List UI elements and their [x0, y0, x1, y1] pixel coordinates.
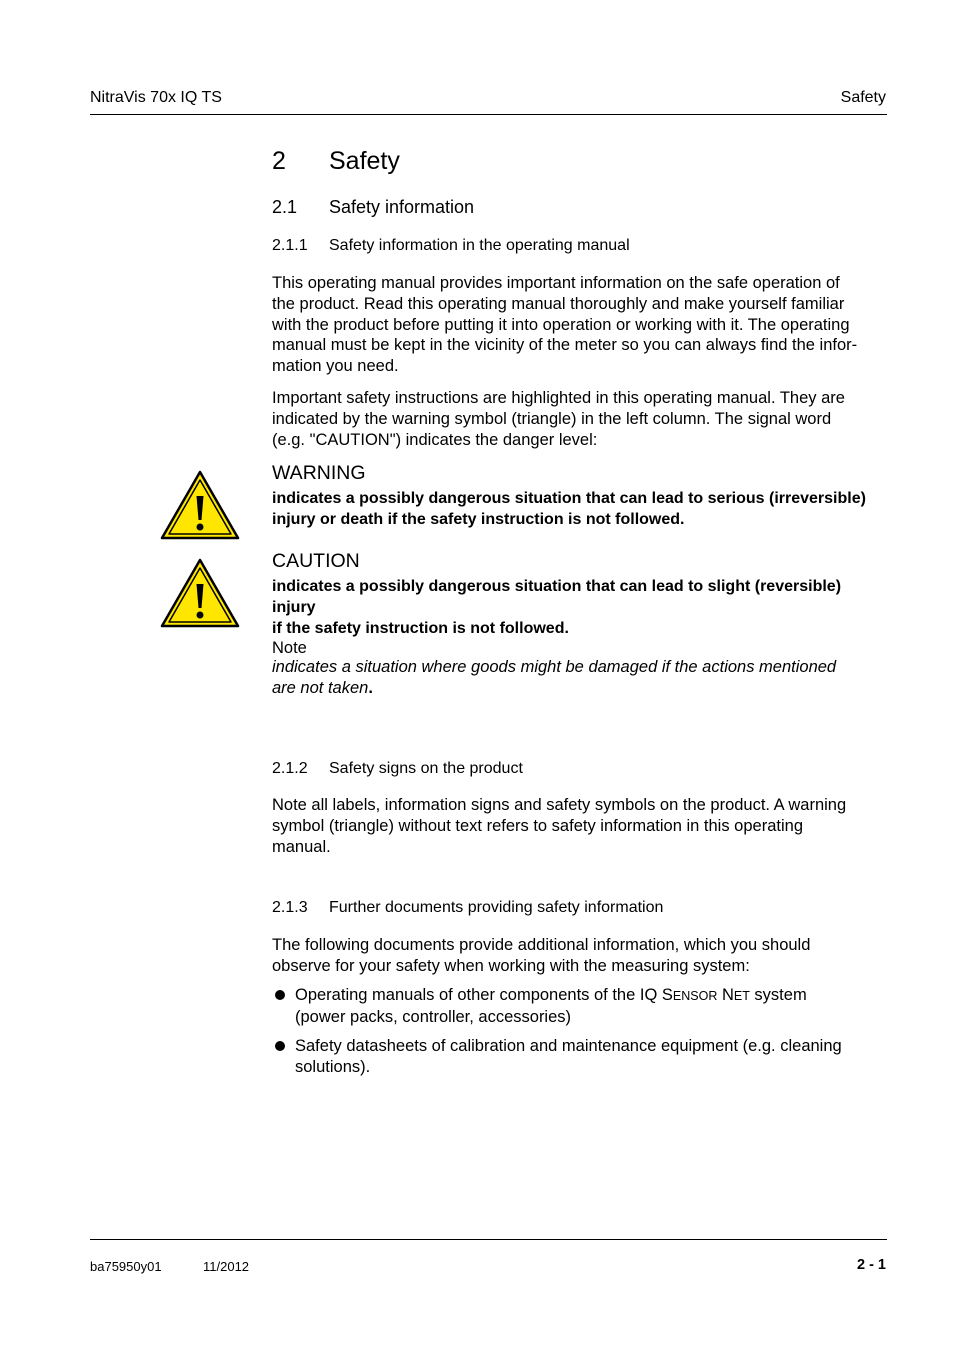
note-label: Note: [272, 639, 307, 657]
running-header-section: Safety: [840, 89, 886, 106]
text-line: observe for your safety when working with the measuring system:: [272, 956, 750, 975]
header-rule: [90, 114, 887, 115]
text-line: Safety datasheets of calibration and maintenance equipment (e.g. cleaning: [295, 1037, 842, 1055]
text-line: if the safety instruction is not followed.: [272, 620, 569, 637]
further-documents-paragraph: [272, 935, 888, 977]
running-header-title: NitraVis 70x IQ TS: [90, 89, 222, 106]
caution-triangle-icon: [160, 558, 240, 628]
text-line: mation you need.: [272, 357, 399, 376]
intro-paragraph: [272, 273, 888, 377]
chapter-title: Safety: [329, 147, 400, 175]
text-line: This operating manual provides important information on the safe operation of: [272, 274, 840, 292]
footer-rule: [90, 1239, 887, 1240]
text-line: Operating manuals of other components of the IQ SENSOR NET system: [295, 986, 807, 1004]
text-line: with the product before putting it into operation or working with it. The operating: [272, 315, 850, 334]
caution-signal-word: CAUTION: [272, 550, 360, 572]
text-line: (power packs, controller, accessories): [295, 1008, 572, 1026]
note-text-end: are not taken: [272, 679, 369, 697]
list-item: [295, 1036, 887, 1078]
safety-signs-paragraph: [272, 795, 888, 857]
text-line: Important safety instructions are highlighted in this operating manual. They are: [272, 389, 845, 407]
note-period: .: [368, 679, 373, 697]
text-line: [272, 678, 888, 699]
text-line: symbol (triangle) without text refers to safety information in this operating: [272, 816, 803, 835]
caution-description: [272, 576, 888, 639]
subsection-number: 2.1.3: [272, 899, 308, 916]
text-line: indicates a possibly dangerous situation that can lead to serious (irreversible): [272, 490, 866, 507]
note-description: [272, 657, 888, 699]
subsection-number: 2.1.2: [272, 760, 308, 777]
signal-word-paragraph: [272, 388, 888, 450]
list-item: [295, 985, 887, 1028]
page-number: 2 - 1: [856, 1257, 886, 1273]
text-line: manual.: [272, 837, 331, 856]
bullet-icon: [275, 1041, 285, 1051]
text-line: solutions).: [295, 1058, 371, 1076]
text-line: Note all labels, information signs and safety symbols on the product. A warning: [272, 796, 847, 814]
bullet-icon: [275, 990, 285, 1000]
document-date: 11/2012: [203, 1259, 250, 1274]
warning-description: [272, 488, 888, 530]
warning-signal-word: WARNING: [272, 462, 366, 484]
section-title: Safety information: [329, 197, 475, 217]
text-line: indicated by the warning symbol (triangle) in the left column. The signal word: [272, 409, 832, 428]
document-id: ba75950y01: [90, 1259, 162, 1274]
text-line: indicates a possibly dangerous situation that can lead to slight (reversible) injury: [272, 578, 842, 616]
chapter-number: 2: [272, 147, 286, 175]
text-line: The following documents provide additional information, which you should: [272, 936, 811, 954]
subsection-title: Safety information in the operating manual: [329, 237, 630, 254]
text-line: the product. Read this operating manual thoroughly and make yourself familiar: [272, 294, 845, 313]
subsection-title: Safety signs on the product: [329, 760, 523, 777]
subsection-number: 2.1.1: [272, 237, 308, 254]
section-number: 2.1: [272, 197, 298, 217]
text-line: manual must be kept in the vicinity of the meter so you can always find the infor-: [272, 336, 858, 355]
text-line: injury or death if the safety instruction is not followed.: [272, 511, 685, 528]
text-line: indicates a situation where goods might be damaged if the actions mentioned: [272, 658, 837, 676]
text-line: (e.g. "CAUTION") indicates the danger level:: [272, 430, 598, 449]
warning-triangle-icon: [160, 470, 240, 540]
subsection-title: Further documents providing safety information: [329, 899, 664, 916]
